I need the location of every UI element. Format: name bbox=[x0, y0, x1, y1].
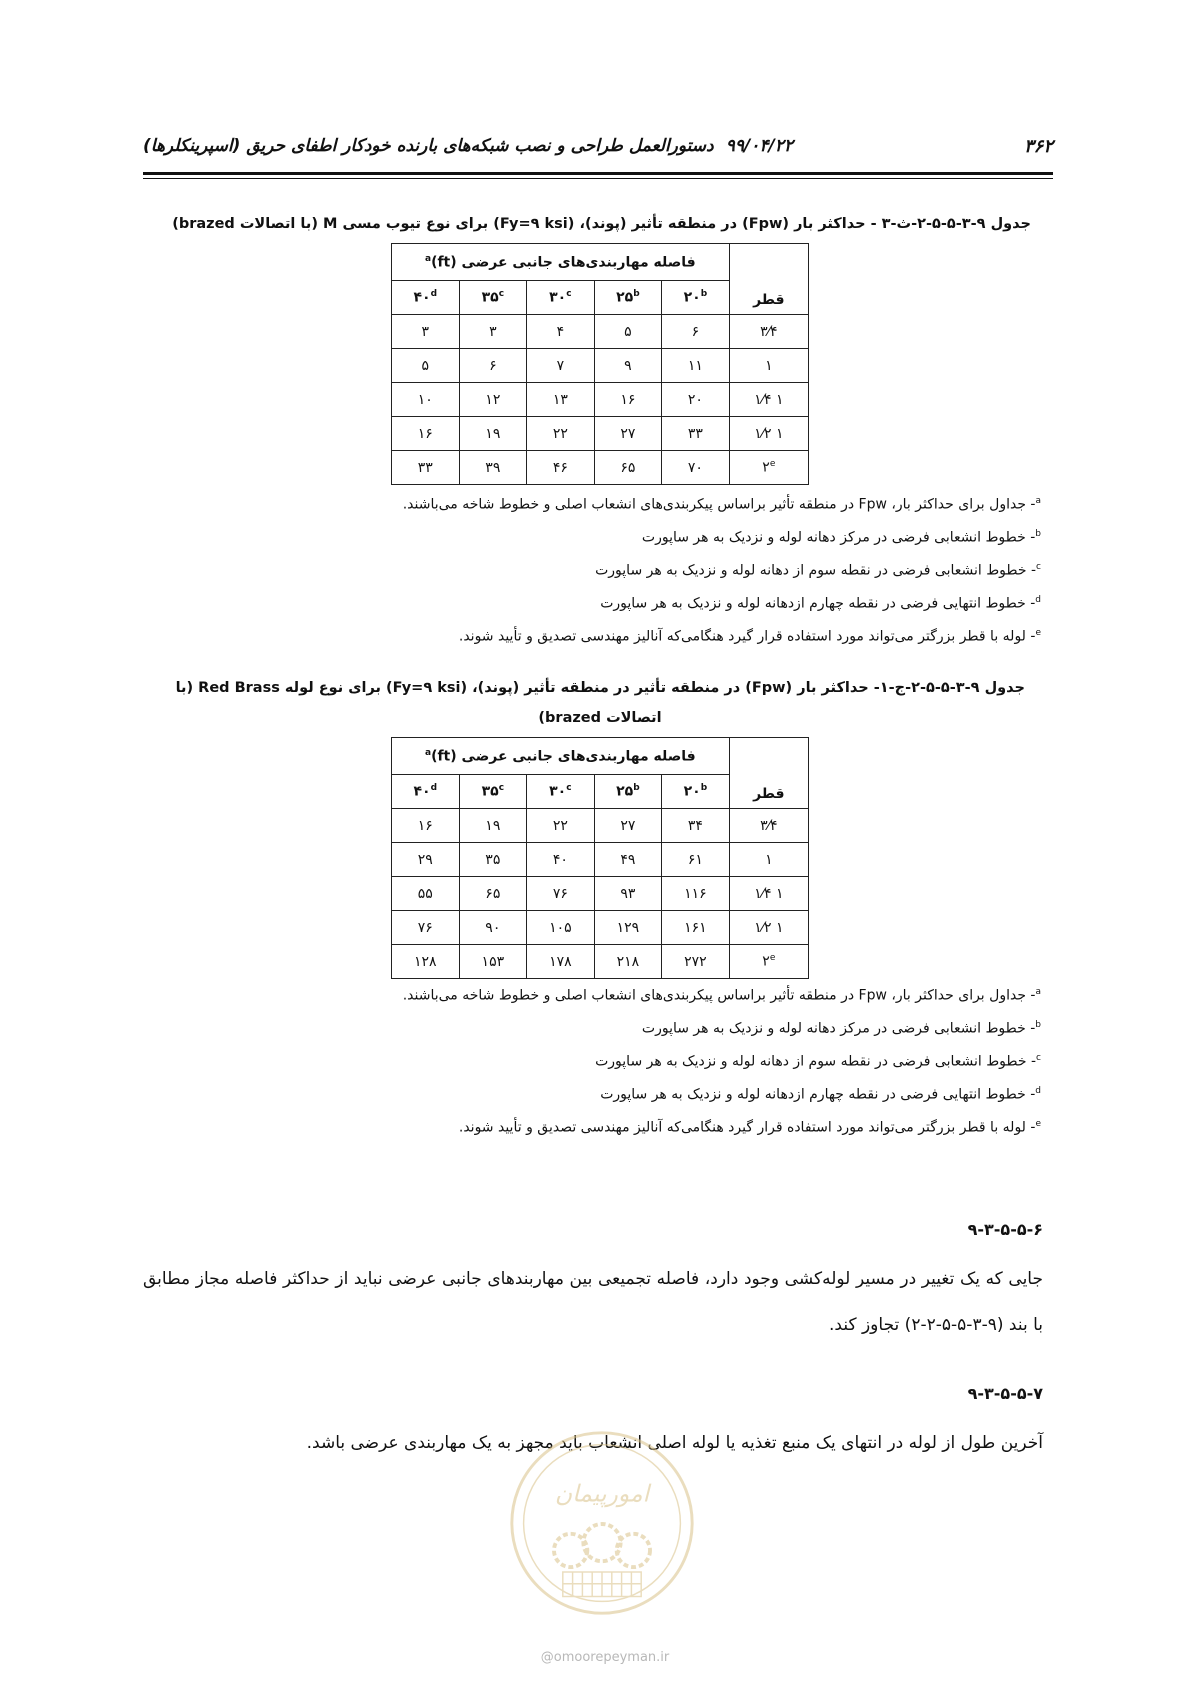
table-cell: ۱۶ bbox=[392, 417, 460, 451]
table1-col-header: ۲۵$^b$ bbox=[594, 281, 662, 315]
table-cell: ۱۲۹ bbox=[594, 911, 662, 945]
table-cell: ۷۶ bbox=[527, 877, 595, 911]
footnote: $^a$- جداول برای حداکثر بار، Fpw در منطقه تأثیر براساس پیکربندی‌های انشعاب اصلی و خطوط شاخه می‌باشند. bbox=[402, 496, 1041, 513]
table-cell: ۶ bbox=[662, 315, 730, 349]
table2-col-header: ۲۵$^b$ bbox=[594, 775, 662, 809]
table-cell: ۶۱ bbox=[662, 843, 730, 877]
table-cell: ۳۵ bbox=[459, 843, 527, 877]
table-cell: ۱۶ bbox=[594, 383, 662, 417]
table-cell: ۹ bbox=[594, 349, 662, 383]
section-paragraph: جایی که یک تغییر در مسیر لوله‌کشی وجود دارد، فاصله تجمیعی بین مهاربندهای جانبی عرضی نباید از حداکثر فاصله مجاز مطابق با بند (۹-۳-۵-۵-۲-۲) تجاوز کند. bbox=[143, 1269, 1043, 1335]
table2-notes bbox=[141, 976, 1041, 1141]
table-cell: ۷۰ bbox=[662, 451, 730, 485]
table-cell-diameter: ۳⁄۴ bbox=[729, 809, 808, 843]
table-cell: ۳۹ bbox=[459, 451, 527, 485]
table-cell: ۳ bbox=[392, 315, 460, 349]
table-cell: ۵۵ bbox=[392, 877, 460, 911]
table-cell: ۱۲ bbox=[459, 383, 527, 417]
table-cell: ۱۱۶ bbox=[662, 877, 730, 911]
table2-col-header: ۲۰$^b$ bbox=[662, 775, 730, 809]
table-cell-diameter: ۱ bbox=[729, 843, 808, 877]
watermark-logo-icon bbox=[504, 1425, 700, 1621]
header-date: ۹۹/۰۴/۲۲ bbox=[725, 136, 793, 156]
table-cell: ۲۲ bbox=[527, 417, 595, 451]
table-cell: ۱۱ bbox=[662, 349, 730, 383]
table-cell-diameter: ۱ ۱⁄۴ bbox=[729, 877, 808, 911]
footnote: $^d$- خطوط انتهایی فرضی در نقطه چهارم ازدهانه لوله و نزدیک به هر ساپورت bbox=[600, 595, 1041, 612]
table1-group-header: فاصله مهاربندی‌های جانبی عرضی (ft)$^a$ bbox=[392, 244, 730, 281]
table-row bbox=[392, 945, 809, 979]
table-cell: ۲۱۸ bbox=[594, 945, 662, 979]
table-cell: ۴۰ bbox=[527, 843, 595, 877]
table-cell: ۷۶ bbox=[392, 911, 460, 945]
table-cell: ۴ bbox=[527, 315, 595, 349]
table-cell: ۹۳ bbox=[594, 877, 662, 911]
table-cell: ۳۳ bbox=[392, 451, 460, 485]
table-cell: ۴۶ bbox=[527, 451, 595, 485]
table1-col-header: ۲۰$^b$ bbox=[662, 281, 730, 315]
table-cell: ۱۰۵ bbox=[527, 911, 595, 945]
table1-col-header: ۴۰$^d$ bbox=[392, 281, 460, 315]
table-cell: ۳ bbox=[459, 315, 527, 349]
table2-caption-line1: جدول ۹-۳-۵-۵-۲-ج-۱- حداکثر بار (Fpw) در منطقه تأثیر در منطقه تأثیر (پوند)، (Fy=۹ ksi) برای نوع لوله Red Brass (با bbox=[175, 680, 1025, 696]
table-cell: ۲۷ bbox=[594, 417, 662, 451]
table-cell: ۲۰ bbox=[662, 383, 730, 417]
table-cell: ۶۵ bbox=[459, 877, 527, 911]
table-row bbox=[392, 911, 809, 945]
table-cell: ۲۷۲ bbox=[662, 945, 730, 979]
table1-col-header: ۳۵$^c$ bbox=[459, 281, 527, 315]
table-cell: ۲۷ bbox=[594, 809, 662, 843]
table-row bbox=[392, 877, 809, 911]
table-cell: ۱۷۸ bbox=[527, 945, 595, 979]
table-row bbox=[392, 417, 809, 451]
table2-col-header: ۴۰$^d$ bbox=[392, 775, 460, 809]
header-rule-thick bbox=[143, 172, 1053, 175]
table-cell: ۶۵ bbox=[594, 451, 662, 485]
table-cell-diameter: ۱ bbox=[729, 349, 808, 383]
table-row bbox=[392, 349, 809, 383]
table-cell: ۱۵۳ bbox=[459, 945, 527, 979]
table1-col-header: ۳۰$^c$ bbox=[527, 281, 595, 315]
footnote: $^c$- خطوط انشعابی فرضی در نقطه سوم از دهانه لوله و نزدیک به هر ساپورت bbox=[595, 562, 1041, 579]
table-cell: ۴۹ bbox=[594, 843, 662, 877]
footnote: $^b$- خطوط انشعابی فرضی در مرکز دهانه لوله و نزدیک به هر ساپورت bbox=[641, 529, 1041, 546]
page-header bbox=[143, 126, 1053, 166]
table2-col-header: ۳۵$^c$ bbox=[459, 775, 527, 809]
table-cell: ۶ bbox=[459, 349, 527, 383]
table-cell: ۷ bbox=[527, 349, 595, 383]
table-row bbox=[392, 809, 809, 843]
table2-caption-line2: اتصالات brazed) bbox=[538, 710, 662, 726]
table-row bbox=[392, 451, 809, 485]
table-cell: ۹۰ bbox=[459, 911, 527, 945]
table-cell: ۵ bbox=[594, 315, 662, 349]
table-cell: ۵ bbox=[392, 349, 460, 383]
footnote: $^d$- خطوط انتهایی فرضی در نقطه چهارم ازدهانه لوله و نزدیک به هر ساپورت bbox=[600, 1086, 1041, 1103]
section-heading: ۹-۳-۵-۵-۶ bbox=[967, 1220, 1043, 1239]
table-cell: ۱۶۱ bbox=[662, 911, 730, 945]
table-cell-diameter: ۲e bbox=[729, 945, 808, 979]
table-cell: ۳۳ bbox=[662, 417, 730, 451]
table-cell-diameter: ۲e bbox=[729, 451, 808, 485]
section-heading: ۹-۳-۵-۵-۷ bbox=[967, 1384, 1043, 1403]
table-cell: ۱۶ bbox=[392, 809, 460, 843]
table-cell-diameter: ۱ ۱⁄۲ bbox=[729, 417, 808, 451]
table2-diameter-header: قطر bbox=[729, 738, 808, 809]
footnote: $^b$- خطوط انشعابی فرضی در مرکز دهانه لوله و نزدیک به هر ساپورت bbox=[641, 1020, 1041, 1037]
table1-caption: جدول ۹-۳-۵-۵-۲-ث-۳ - حداکثر بار (Fpw) در منطقه تأثیر (پوند)، (Fy=۹ ksi) برای نوع تیوب مسی M (با اتصالات brazed) bbox=[172, 216, 1031, 232]
footnote: $^c$- خطوط انشعابی فرضی در نقطه سوم از دهانه لوله و نزدیک به هر ساپورت bbox=[595, 1053, 1041, 1070]
page-number: ۳۶۲ bbox=[1023, 136, 1053, 157]
section-paragraph: آخرین طول از لوله در انتهای یک منبع تغذیه یا لوله اصلی انشعاب باید مجهز به یک مهاربندی عرضی باشد. bbox=[306, 1433, 1043, 1453]
table1-diameter-header: قطر bbox=[729, 244, 808, 315]
table-cell: ۱۳ bbox=[527, 383, 595, 417]
table-cell: ۲۹ bbox=[392, 843, 460, 877]
table-cell: ۱۲۸ bbox=[392, 945, 460, 979]
header-title: دستورالعمل طراحی و نصب شبکه‌های بارنده خودکار اطفای حریق (اسپرینکلرها) bbox=[143, 136, 714, 156]
table1 bbox=[391, 243, 809, 485]
svg-text:امورپیمان: امورپیمان bbox=[554, 1479, 650, 1508]
footnote: $^a$- جداول برای حداکثر بار، Fpw در منطقه تأثیر براساس پیکربندی‌های انشعاب اصلی و خطوط شاخه می‌باشند. bbox=[402, 987, 1041, 1004]
header-rule-thin bbox=[143, 178, 1053, 179]
footnote: $^e$- لوله با قطر بزرگتر می‌تواند مورد استفاده قرار گیرد هنگامی‌که آنالیز مهندسی تصدیق و تأیید شوند. bbox=[458, 628, 1041, 645]
table-cell-diameter: ۳⁄۴ bbox=[729, 315, 808, 349]
table2-col-header: ۳۰$^c$ bbox=[527, 775, 595, 809]
table-cell: ۱۹ bbox=[459, 417, 527, 451]
table-cell: ۲۲ bbox=[527, 809, 595, 843]
table-cell-diameter: ۱ ۱⁄۴ bbox=[729, 383, 808, 417]
table-cell: ۳۴ bbox=[662, 809, 730, 843]
table-row bbox=[392, 315, 809, 349]
table2 bbox=[391, 737, 809, 979]
table1-notes bbox=[141, 485, 1041, 650]
table-row bbox=[392, 383, 809, 417]
table-row bbox=[392, 843, 809, 877]
table2-group-header: فاصله مهاربندی‌های جانبی عرضی (ft)$^a$ bbox=[392, 738, 730, 775]
footnote: $^e$- لوله با قطر بزرگتر می‌تواند مورد استفاده قرار گیرد هنگامی‌که آنالیز مهندسی تصدیق و تأیید شوند. bbox=[458, 1119, 1041, 1136]
watermark-site: @omoorepeyman.ir bbox=[540, 1650, 670, 1665]
table-cell: ۱۰ bbox=[392, 383, 460, 417]
table-cell-diameter: ۱ ۱⁄۲ bbox=[729, 911, 808, 945]
table-cell: ۱۹ bbox=[459, 809, 527, 843]
